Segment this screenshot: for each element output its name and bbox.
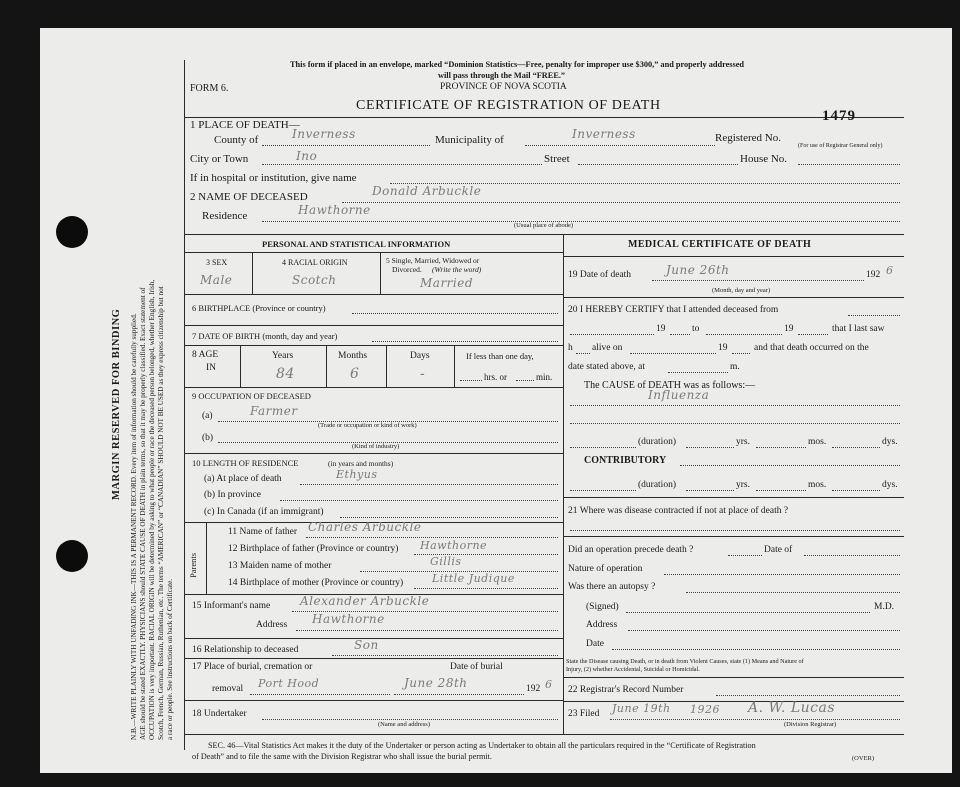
relationship-label: 16 Relationship to deceased	[192, 645, 299, 655]
relationship-value: Son	[354, 638, 379, 652]
occupation-b-label: (b)	[202, 433, 214, 443]
duration-2-yrs-line	[686, 490, 734, 491]
burial-year-prefix: 192	[526, 684, 541, 694]
county-label: County of	[214, 134, 259, 146]
contributory-line	[680, 465, 900, 466]
occupation-a-value: Farmer	[250, 404, 298, 418]
usual-abode-note: (Usual place of abode)	[514, 222, 574, 229]
margin-note-3: OCCUPATION is very important. RACIAL ORIGIN will be determined by asking to what people or race the deceased person belonged, whether English, Irish,	[148, 279, 156, 740]
left-row-line-10	[184, 700, 563, 701]
undertaker-label: 18 Undertaker	[192, 709, 247, 719]
min-label: min.	[536, 372, 553, 382]
in-canada-label: (c) In Canada (if an immigrant)	[204, 507, 324, 517]
duration-2-yrs: yrs.	[736, 480, 750, 490]
registered-no-label: Registered No.	[715, 132, 781, 144]
right-title-line	[563, 256, 904, 257]
marital-label-3: (Write the word)	[432, 265, 482, 274]
margin-note-5: a race or people. See instructions on back of Certificate.	[166, 578, 174, 740]
undertaker-line	[262, 719, 558, 720]
margin-note-4: Scotch, French, German, Russian, Ruthenian, etc. The terms “AMERICAN” or “CANADIAN” SHOULD NOT BE USED as they express citizenship but not	[157, 286, 165, 740]
operation-date-line	[804, 555, 900, 556]
form-number: FORM 6.	[190, 83, 229, 94]
removal-value: Port Hood	[258, 677, 320, 690]
municipality-value: Inverness	[572, 127, 636, 141]
occupation-a-label: (a)	[202, 411, 213, 421]
footer-note-1: SEC. 46—Vital Statistics Act makes it the duty of the Undertaker or person acting as Undertaker to obtain all the particulars required in the “Certificate of Registration	[208, 741, 756, 750]
cause-of-death-value: Influenza	[648, 388, 710, 402]
informant-address-line	[296, 630, 558, 631]
over-label: (OVER)	[852, 755, 875, 762]
nature-operation-label: Nature of operation	[568, 564, 643, 574]
age-divider-2	[326, 345, 327, 387]
margin-note-1: N.B.—WRITE PLAINLY WITH UNFADING INK—THIS IS A PERMANENT RECORD. Every item of information should be carefully supplied.	[130, 313, 138, 740]
mother-name-label: 13 Maiden name of mother	[228, 561, 332, 571]
physician-date-label: Date	[586, 639, 604, 649]
informant-value: Alexander Arbuckle	[300, 594, 430, 608]
age-divider-4	[454, 345, 455, 387]
marital-label-1: 5 Single, Married, Widowed or	[386, 256, 480, 265]
margin-note-2: AGE should be stated EXACTLY. PHYSICIANS should STATE CAUSE OF DEATH in plain terms, so that it may be properly classified. Exact statement of	[139, 287, 147, 740]
removal-line	[250, 694, 390, 695]
burial-date-value: June 28th	[404, 676, 468, 690]
duration-2-dys-line	[832, 490, 880, 491]
right-row-line-2	[563, 497, 904, 498]
date-above-line	[668, 372, 728, 373]
at-place-label: (a) At place of death	[204, 474, 282, 484]
parents-label: Parents	[188, 552, 198, 578]
house-label: House No.	[740, 153, 788, 165]
county-line	[262, 145, 430, 146]
hrs-line	[460, 380, 482, 381]
duration-1-dys: dys.	[882, 437, 898, 447]
municipality-label: Municipality of	[435, 134, 504, 146]
left-row-line-2	[184, 325, 563, 326]
date-above-label: date stated above, at	[568, 362, 646, 372]
days-label: Days	[410, 351, 430, 361]
birthplace-line	[352, 313, 558, 314]
last-saw-label: that I last saw	[832, 324, 885, 334]
margin-binding-label: MARGIN RESERVED FOR BINDING	[111, 308, 122, 500]
physician-address-line	[628, 630, 900, 631]
dob-label: 7 DATE OF BIRTH (month, day and year)	[192, 331, 338, 341]
physician-address-label: Address	[586, 620, 618, 630]
duration-1-dys-line	[832, 447, 880, 448]
date-of-death-label: 19 Date of death	[568, 270, 632, 280]
duration-2-label: (duration)	[638, 480, 676, 490]
age-months-value: 6	[350, 366, 360, 382]
md-label: M.D.	[874, 602, 895, 612]
division-registrar-note: (Division Registrar)	[784, 721, 837, 728]
years-label: Years	[272, 351, 294, 361]
dob-line	[372, 341, 558, 342]
burial-year-value: 6	[545, 678, 553, 691]
attend-year-1-line	[670, 334, 690, 335]
undertaker-note: (Name and address)	[378, 721, 430, 728]
municipality-line	[525, 145, 715, 146]
father-name-label: 11 Name of father	[228, 527, 298, 537]
mother-birthplace-value: Little Judique	[432, 572, 515, 585]
operation-line	[728, 555, 762, 556]
hospital-label: If in hospital or institution, give name	[190, 172, 357, 184]
attend-year-1: 19	[656, 324, 666, 334]
death-year-value: 6	[886, 264, 894, 277]
filed-line	[610, 719, 900, 720]
duration-2-mos: mos.	[808, 480, 827, 490]
death-year-prefix: 192	[866, 270, 881, 280]
mother-name-value: Gillis	[430, 555, 462, 568]
burial-date-line	[394, 694, 524, 695]
filed-label: 23 Filed	[568, 709, 600, 719]
certify-line	[848, 315, 900, 316]
date-of-death-line	[652, 280, 864, 281]
father-birthplace-label: 12 Birthplace of father (Province or country)	[228, 544, 399, 554]
duration-1-yrs-line	[686, 447, 734, 448]
less-than-day-label: If less than one day,	[466, 351, 534, 361]
footer-note-2: of Death” and to file the same with the Division Registrar who shall issue the burial permit.	[192, 752, 492, 761]
house-line	[798, 164, 900, 165]
duration-1-mos: mos.	[808, 437, 827, 447]
informant-label: 15 Informant's name	[192, 601, 271, 611]
left-row-line-5	[184, 453, 563, 454]
attend-from-line	[570, 334, 654, 335]
deceased-name-value: Donald Arbuckle	[372, 184, 482, 198]
attend-year-2: 19	[784, 324, 794, 334]
certificate-number: 1479	[822, 108, 856, 124]
residence-line	[262, 221, 900, 222]
in-province-line	[280, 500, 558, 501]
residence-length-note: (in years and months)	[328, 459, 394, 468]
header-province: PROVINCE OF NOVA SCOTIA	[440, 82, 567, 92]
birthplace-label: 6 BIRTHPLACE (Province or country)	[192, 303, 326, 313]
occurred-on-label: and that death occurred on the	[754, 343, 869, 353]
residence-length-label: 10 LENGTH OF RESIDENCE	[192, 458, 299, 468]
age-divider-1	[240, 345, 241, 387]
informant-address-value: Hawthorne	[312, 612, 385, 626]
frame-bottom-line	[184, 734, 904, 735]
county-value: Inverness	[292, 127, 356, 141]
signed-label: (Signed)	[586, 602, 619, 612]
residence-label: Residence	[202, 210, 248, 222]
contributory-label: CONTRIBUTORY	[584, 455, 667, 466]
age-label: 8 AGE	[192, 350, 219, 360]
frame-section-line	[184, 234, 904, 235]
signed-line	[626, 612, 870, 613]
informant-address-label: Address	[256, 620, 288, 630]
deceased-name-label: 2 NAME OF DECEASED	[190, 191, 308, 203]
binder-hole-top	[56, 216, 88, 248]
sex-value: Male	[200, 273, 233, 287]
attend-to-line	[706, 334, 782, 335]
filed-date-value: June 19th	[612, 702, 671, 715]
mother-birthplace-line	[414, 588, 558, 589]
age-days-value: -	[420, 366, 426, 382]
header-notice-1: This form if placed in an envelope, marked “Dominion Statistics—Free, penalty for improper use $300,” and properly addressed	[290, 60, 745, 69]
right-row-line-4	[563, 677, 904, 678]
age-in-label: IN	[206, 363, 217, 373]
alive-year: 19	[718, 343, 728, 353]
alive-year-line	[732, 353, 750, 354]
duration-2-start-line	[570, 490, 636, 491]
relationship-line	[332, 655, 558, 656]
in-canada-line	[340, 517, 558, 518]
occupation-a-note: (Trade or occupation or kind of work)	[318, 422, 417, 429]
right-row-line-3	[563, 536, 904, 537]
state-disease-note-2: Injury, (2) whether Accidental, Suicidal or Homicidal.	[566, 666, 700, 673]
sex-divider	[252, 252, 253, 294]
father-name-line	[306, 537, 558, 538]
hrs-label: hrs. or	[484, 372, 507, 382]
age-divider-3	[386, 345, 387, 387]
personal-section-title: PERSONAL AND STATISTICAL INFORMATION	[262, 239, 451, 249]
racial-origin-value: Scotch	[292, 273, 337, 287]
frame-middle-line	[563, 234, 564, 734]
registrar-record-line	[716, 695, 900, 696]
date-of-death-value: June 26th	[666, 263, 730, 277]
father-birthplace-value: Hawthorne	[420, 539, 488, 552]
nature-operation-line	[664, 574, 900, 575]
physician-date-line	[612, 649, 900, 650]
parents-divider	[206, 522, 207, 594]
racial-divider	[380, 252, 381, 294]
in-province-label: (b) In province	[204, 490, 261, 500]
alive-on-line	[630, 353, 716, 354]
place-of-death-label: 1 PLACE OF DEATH—	[190, 119, 300, 131]
autopsy-label: Was there an autopsy ?	[568, 582, 656, 592]
marital-value: Married	[420, 276, 474, 290]
attend-to-label: to	[692, 324, 700, 334]
removal-label: removal	[212, 684, 244, 694]
disease-contracted-label: 21 Where was disease contracted if not at place of death ?	[568, 506, 789, 516]
deceased-name-line	[342, 202, 900, 203]
registrar-signature: A. W. Lucas	[748, 700, 836, 716]
left-row-line-1	[184, 294, 563, 295]
occupation-b-note: (Kind of industry)	[352, 443, 400, 450]
operation-date-label: Date of	[764, 545, 793, 555]
filed-year-value: 1926	[690, 703, 720, 716]
autopsy-line	[686, 592, 900, 593]
marital-label-2: Divorced.	[392, 265, 422, 274]
city-label: City or Town	[190, 153, 249, 165]
registrar-record-label: 22 Registrar's Record Number	[568, 685, 684, 695]
header-notice-2: will pass through the Mail “FREE.”	[438, 71, 566, 80]
date-format-note: (Month, day and year)	[712, 287, 771, 294]
duration-1-label: (duration)	[638, 437, 676, 447]
h-line	[576, 353, 590, 354]
disease-contracted-line	[570, 530, 900, 531]
residence-value: Hawthorne	[298, 203, 371, 217]
operation-label: Did an operation precede death ?	[568, 545, 694, 555]
frame-top-line	[184, 117, 904, 118]
at-place-value: Ethyus	[336, 468, 378, 481]
cause-of-death-label: The CAUSE of DEATH was as follows:—	[584, 380, 756, 391]
left-row-line-9	[184, 658, 563, 659]
certify-label: 20 I HEREBY CERTIFY that I attended deceased from	[568, 305, 779, 315]
street-line	[578, 164, 738, 165]
certificate-title: CERTIFICATE OF REGISTRATION OF DEATH	[356, 98, 661, 113]
duration-1-yrs: yrs.	[736, 437, 750, 447]
occupation-label: 9 OCCUPATION OF DECEASED	[192, 391, 311, 401]
street-label: Street	[544, 153, 570, 165]
mother-birthplace-label: 14 Birthplace of mother (Province or country)	[228, 578, 404, 588]
medical-section-title: MEDICAL CERTIFICATE OF DEATH	[628, 239, 812, 250]
city-line	[262, 164, 542, 165]
at-place-line	[300, 484, 558, 485]
sex-label: 3 SEX	[206, 258, 228, 267]
frame-left-line	[184, 60, 185, 750]
city-value: Ino	[296, 149, 318, 163]
alive-on-label: alive on	[592, 343, 623, 353]
registrar-note: (For use of Registrar General only)	[798, 143, 883, 149]
duration-2-mos-line	[756, 490, 806, 491]
cause-line-2	[570, 423, 900, 424]
duration-2-dys: dys.	[882, 480, 898, 490]
age-years-value: 84	[276, 366, 295, 382]
duration-1-start-line	[570, 447, 636, 448]
right-row-line-1	[563, 297, 904, 298]
cause-line	[570, 405, 900, 406]
months-label: Months	[338, 351, 368, 361]
m-label: m.	[730, 362, 740, 372]
h-label: h	[568, 343, 573, 353]
date-of-burial-label: Date of burial	[450, 662, 503, 672]
min-line	[516, 380, 534, 381]
attend-year-2-line	[798, 334, 828, 335]
left-title-line	[184, 252, 563, 253]
state-disease-note-1: State the Disease causing Death, or in death from Violent Causes, state (1) Means and Nature of	[566, 658, 804, 665]
left-row-line-4	[184, 387, 563, 388]
racial-origin-label: 4 RACIAL ORIGIN	[282, 258, 348, 267]
duration-1-mos-line	[756, 447, 806, 448]
father-name-value: Charles Arbuckle	[308, 520, 422, 534]
binder-hole-bottom	[56, 540, 88, 572]
burial-place-label: 17 Place of burial, cremation or	[192, 662, 313, 672]
